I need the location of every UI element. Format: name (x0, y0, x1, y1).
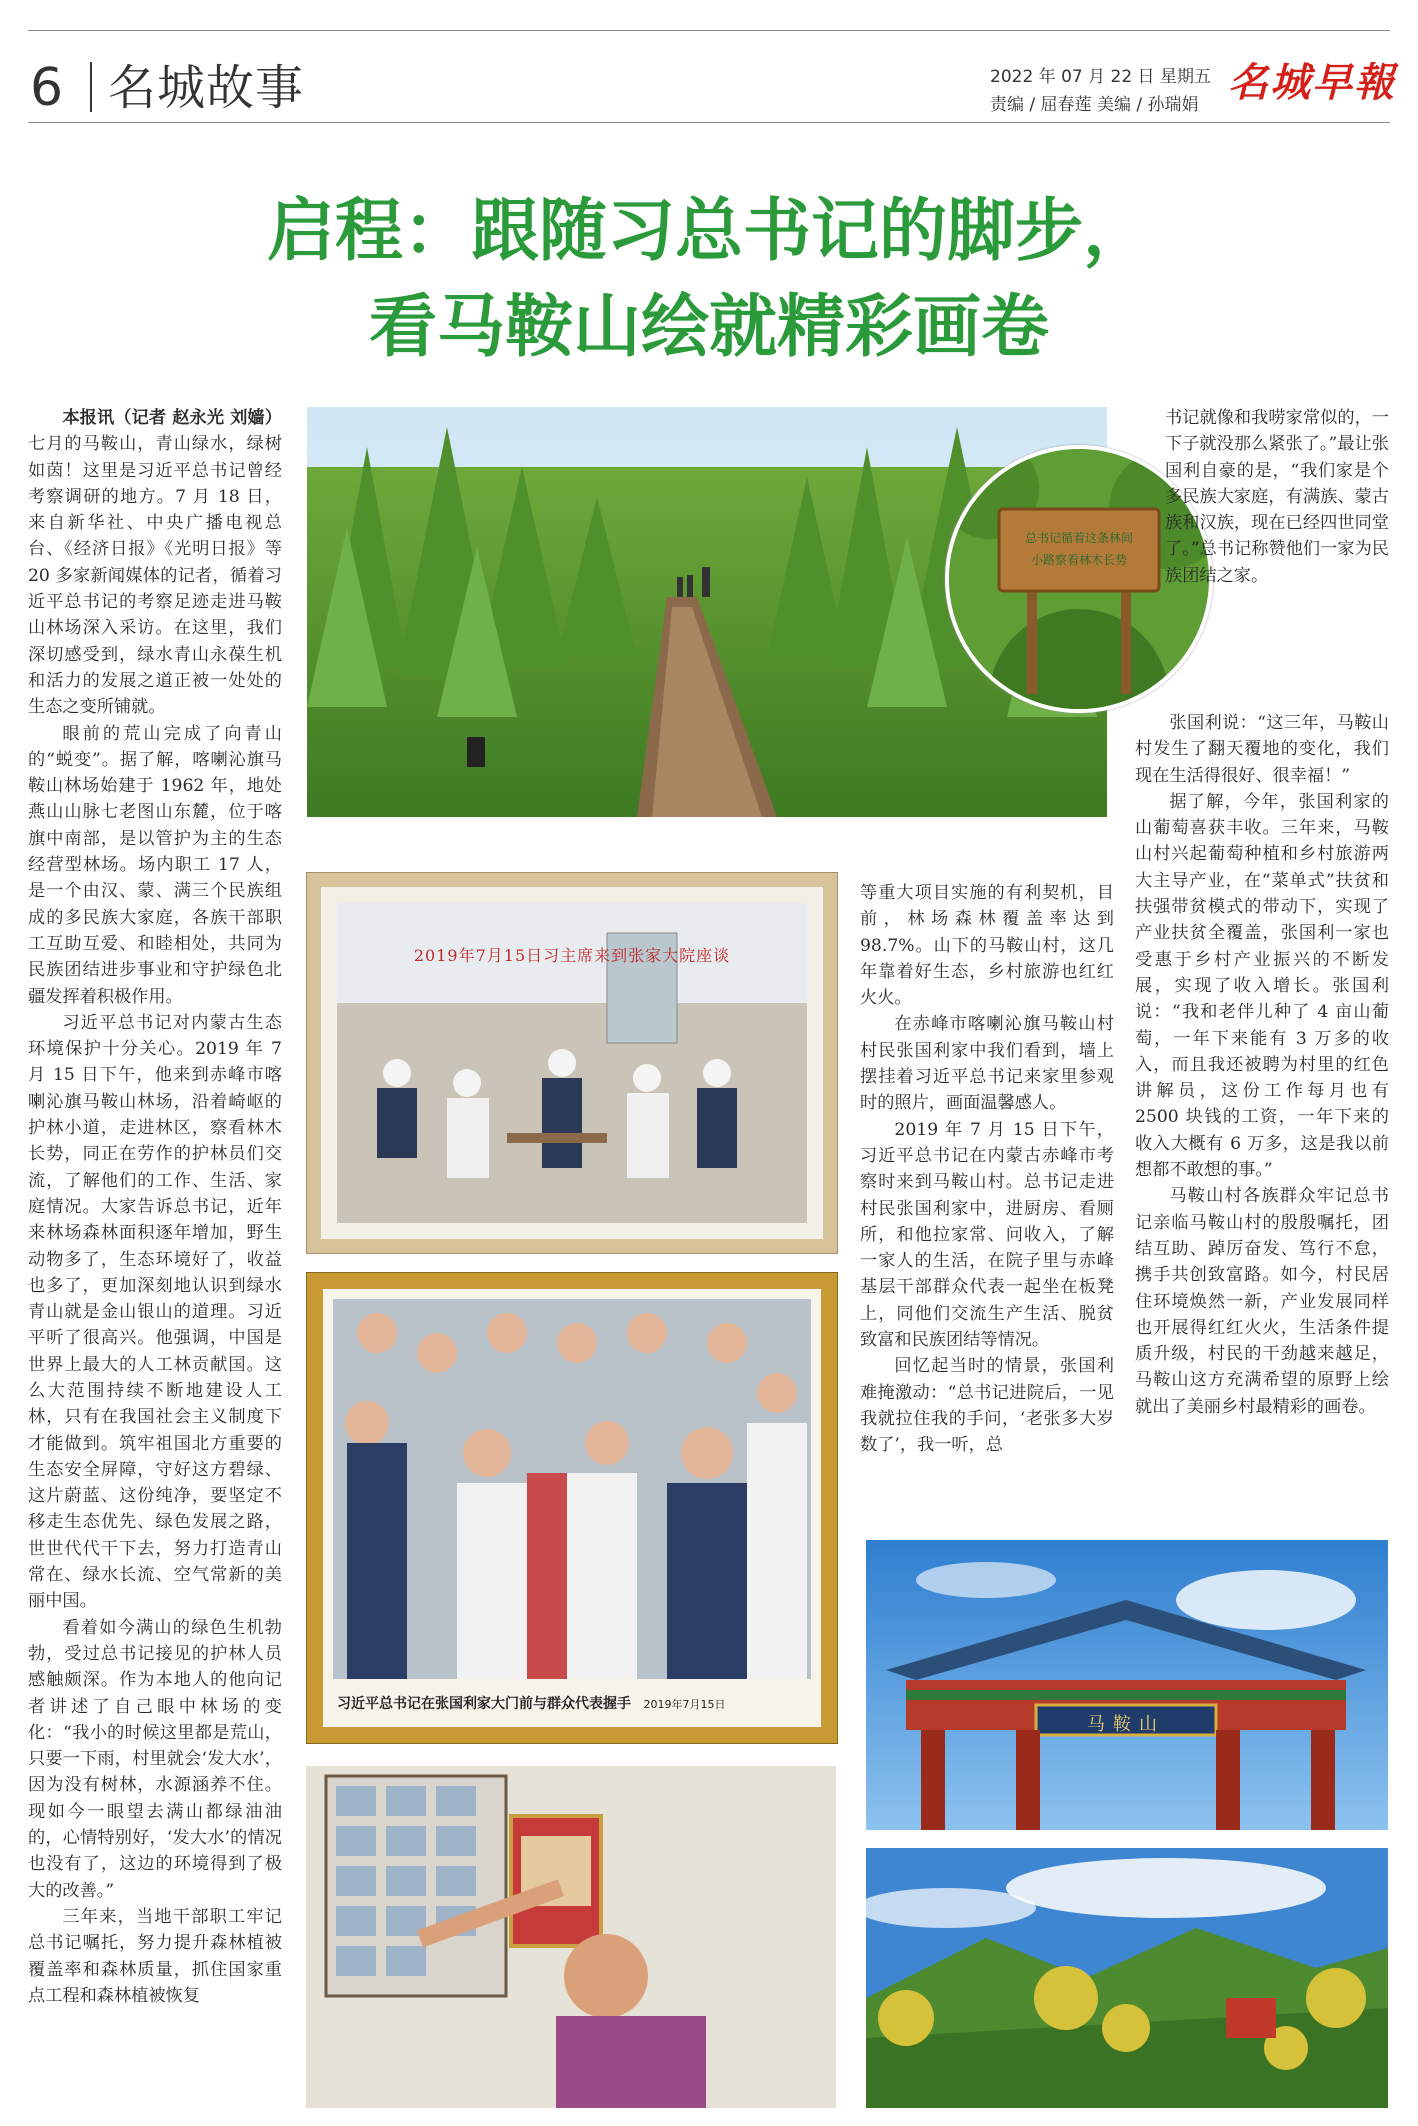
issue-date: 2022 年 07 月 22 日 星期五 (990, 67, 1211, 87)
zhang-guoli-photo (306, 1766, 836, 2108)
sign-line-2: 小路察看林木长势 (1030, 553, 1127, 567)
handshake-caption (337, 1693, 807, 1713)
caption-date: 2019年7月15日 (643, 1698, 726, 1711)
top-rule (28, 30, 1390, 31)
handshake-framed-photo (306, 1272, 838, 1744)
header-separator (90, 62, 92, 112)
paragraph: 在赤峰市喀喇沁旗马鞍山村村民张国利家中我们看到，墙上摆挂着习近平总书记来家里参观时的照片，画面温馨感人。 (860, 1014, 1114, 1114)
headline-line-2: 看马鞍山绘就精彩画卷 (368, 288, 1049, 367)
paragraph: 看着如今满山的绿色生机勃勃，受过总书记接见的护林人员感触颇深。作为本地人的他向记者讲述了自己眼中林场的变化：“我小的时候这里都是荒山，只要一下雨，村里就会‘发大水’，因为没有树林，水源涵养不住。现如今一眼望去满山都绿油油的，心情特别好，‘发大水’的情况也没有了，这边的环境得到了极大的改善。” (28, 1617, 282, 1901)
byline: 本报讯（记者 赵永光 刘嫱） (62, 408, 282, 428)
article-column-1 (28, 405, 282, 2009)
article-column-4-top (1135, 405, 1389, 589)
courtyard-meeting-framed-photo (306, 872, 838, 1254)
header-rule (28, 122, 1390, 123)
paragraph-continued: 等重大项目实施的有利契机，目前，林场森林覆盖率达到 98.7%。山下的马鞍山村，这几年靠着好生态，乡村旅游也红红火火。 (860, 883, 1114, 1009)
paragraph: 眼前的荒山完成了向青山的“蜕变”。据了解，喀喇沁旗马鞍山林场始建于 1962 年，地处燕山山脉七老图山东麓，位于喀旗中南部，是以管护为主的生态经营型林场。场内职工 17 人，是一个由汉、蒙、满三个民族组成的多民族大家庭，各族干部职工互助互爱、和睦相处，共同为民族团结进步事业和守护绿色北疆发挥着积极作用。 (28, 723, 282, 1007)
paragraph: 习近平总书记对内蒙古生态环境保护十分关心。2019 年 7 月 15 日下午，他来到赤峰市喀喇沁旗马鞍山林场，沿着崎岖的护林小道，走进林区，察看林木长势，同正在劳作的护林员们交流，了解他们的工作、生活、家庭情况。大家告诉总书记，近年来林场森林面积逐年增加，野生动物多了，生态环境好了，收益也多了，更加深刻地认识到绿水青山就是金山银山的道理。习近平听了很高兴。他强调，中国是世界上最大的人工林贡献国。这么大范围持续不断地建设人工林，只有在我国社会主义制度下才能做到。筑牢祖国北方重要的生态安全屏障，守好这方碧绿、这片蔚蓝、这份纯净，要坚定不移走生态优先、绿色发展之路，世世代代干下去，努力打造青山常在、绿水长流、空气常新的美丽中国。 (28, 1012, 282, 1612)
page-number: 6 (30, 58, 64, 118)
section-title: 名城故事 (108, 60, 305, 116)
newspaper-logo: 名城早報 (1228, 59, 1396, 106)
article-column-4-mid (1135, 710, 1389, 1420)
paragraph: 张国利说：“这三年，马鞍山村发生了翻天覆地的变化，我们现在生活得很好、很幸福！” (1135, 713, 1389, 786)
lead-paragraph (28, 405, 282, 721)
paragraph: 回忆起当时的情景，张国利难掩激动：“总书记进院后，一见我就拉住我的手问，‘老张多大岁数了’，我一听，总 (860, 1356, 1114, 1456)
maanshan-landscape-photo (866, 1848, 1388, 2108)
maanshan-gate-photo (866, 1540, 1388, 1830)
paragraph: 三年来，当地干部职工牢记总书记嘱托，努力提升森林植被覆盖率和森林质量，抓住国家重点工程和森林植被恢复 (28, 1906, 282, 2006)
gate-plaque-text: 马鞍山 (1087, 1714, 1165, 1735)
paragraph: 据了解，今年，张国利家的山葡萄喜获丰收。三年来，马鞍山村兴起葡萄种植和乡村旅游两大主导产业，在“菜单式”扶贫和扶强带贫模式的带动下，实现了产业扶贫全覆盖，张国利一家也受惠于乡村产业振兴的不断发展，实现了收入增长。张国利说：“我和老伴儿种了 4 亩山葡萄，一年下来能有 3 万多的收入，而且我还被聘为村里的红色讲解员，这份工作每月也有 2500 块钱的工资，一年下来的收入大概有 6 万多，这是我以前想都不敢想的事。” (1135, 791, 1389, 1181)
paragraph: 马鞍山村各族群众牢记总书记亲临马鞍山村的殷殷嘱托，团结互助、踔厉奋发、笃行不怠，携手共创致富路。如今，村民居住环境焕然一新，产业发展同样也开展得红红火火，生活条件提质升级，村民的干劲越来越足，马鞍山这方充满希望的原野上绘就出了美丽乡村最精彩的画卷。 (1135, 1186, 1389, 1417)
sign-line-1: 总书记循着这条林间 (1024, 531, 1133, 545)
paragraph-continued: 书记就像和我唠家常似的，一下子就没那么紧张了。”最让张国利自豪的是，“我们家是个多民族大家庭，有满族、蒙古族和汉族，现在已经四世同堂了。”总书记称赞他们一家为民族团结之家。 (1165, 408, 1389, 586)
caption-text: 习近平总书记在张国利家大门前与群众代表握手 (337, 1696, 631, 1712)
photo-banner-text: 2019年7月15日习主席来到张家大院座谈 (413, 946, 731, 965)
headline-line-1: 启程：跟随习总书记的脚步， (266, 192, 1151, 271)
article-column-3 (860, 880, 1114, 1459)
paragraph-text: 七月的马鞍山，青山绿水，绿树如茵！这里是习近平总书记曾经考察调研的地方。7 月 18 日，来自新华社、中央广播电视总台、《经济日报》《光明日报》等 20 多家新闻媒体的记者，循着习近平总书记的考察足迹走进马鞍山林场深入采访。在这里，我们深切感受到，绿水青山永葆生机和活力的发展之道正被一处处的生态之变所铺就。 (28, 434, 282, 718)
editors-line: 责编 / 屈春莲 美编 / 孙瑞娟 (990, 95, 1199, 115)
paragraph: 2019 年 7 月 15 日下午，习近平总书记在内蒙古赤峰市考察时来到马鞍山村。总书记走进村民张国利家中，进厨房、看厕所，和他拉家常、问收入，了解一家人的生活，在院子里与赤峰基层干部群众代表一起坐在板凳上，同他们交流生产生活、脱贫致富和民族团结等情况。 (860, 1119, 1114, 1351)
